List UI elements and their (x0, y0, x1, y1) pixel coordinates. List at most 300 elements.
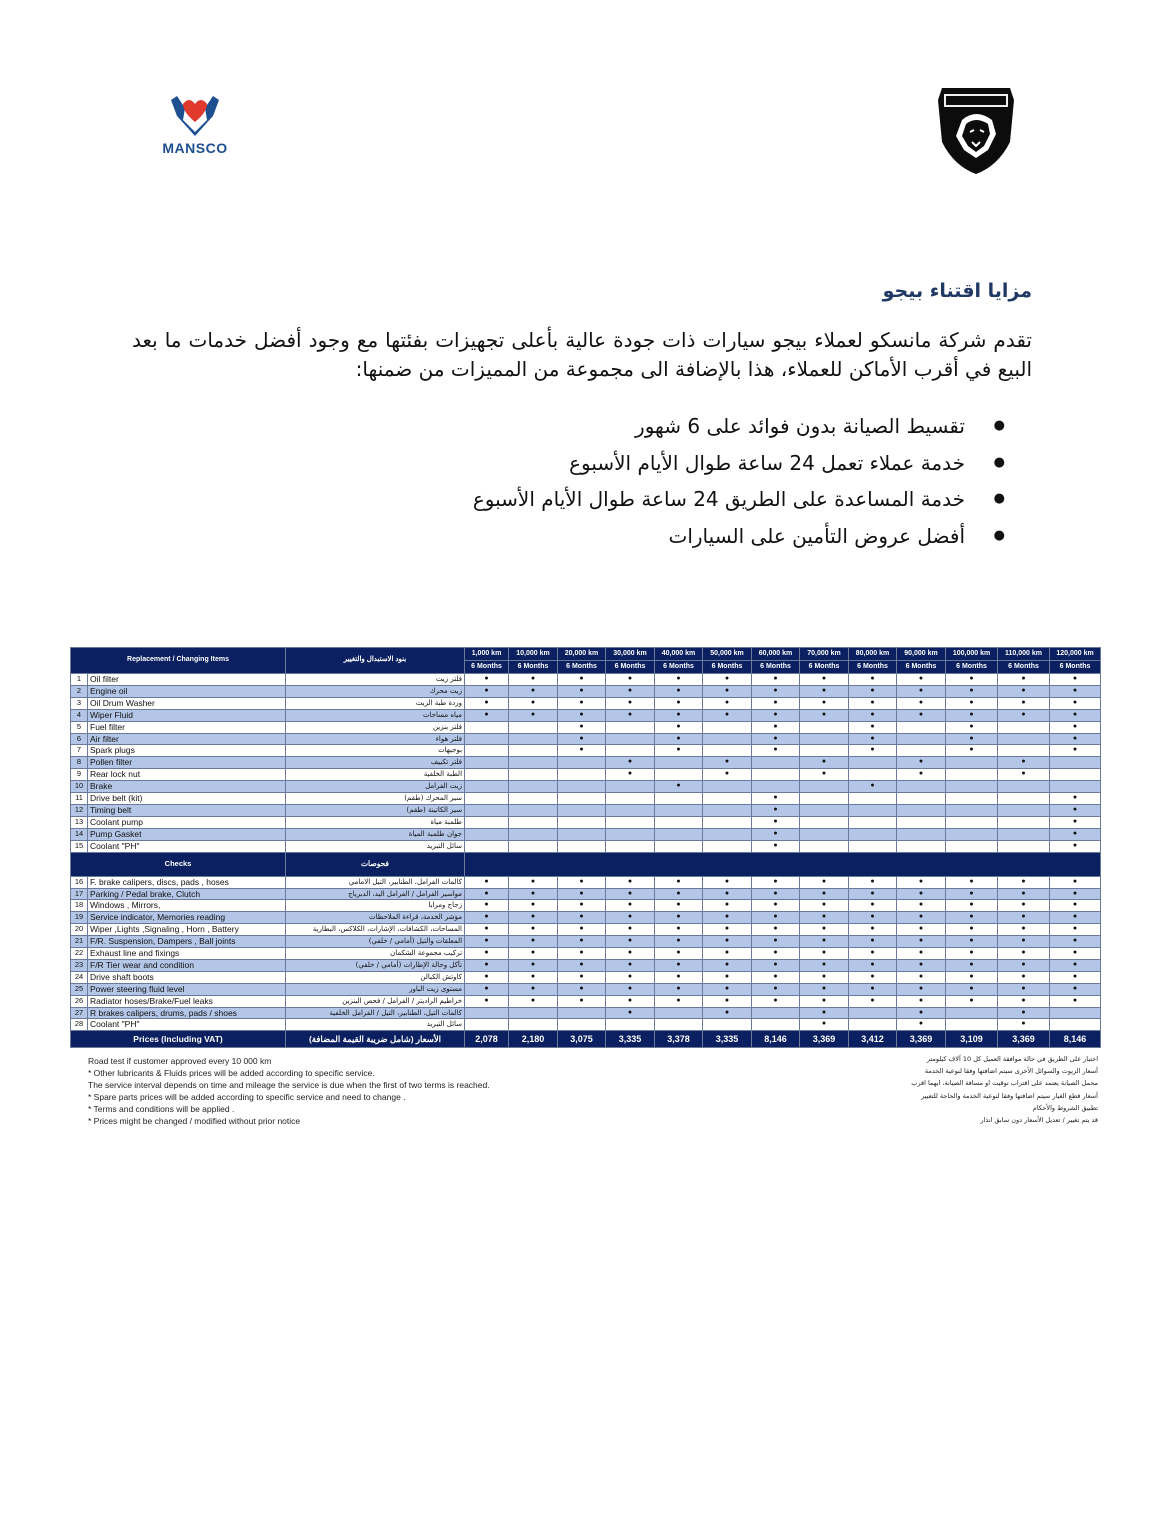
item-name-en: F/R Tier wear and condition (88, 959, 286, 971)
page-title: مزايا اقتناء بيجو (882, 280, 1032, 302)
service-mark-cell (558, 804, 606, 816)
service-mark-cell (849, 948, 897, 960)
service-dot-icon: ● (1072, 889, 1078, 897)
service-mark-cell (655, 936, 703, 948)
service-dot-icon: ● (627, 960, 633, 968)
service-mark-cell (558, 793, 606, 805)
service-mark-cell (558, 995, 606, 1007)
service-dot-icon: ● (530, 698, 536, 706)
interval-months-header: 6 Months (655, 661, 703, 674)
service-mark-cell (946, 959, 998, 971)
service-dot-icon: ● (627, 675, 633, 682)
service-mark-cell (946, 685, 998, 697)
service-dot-icon: ● (676, 746, 681, 754)
service-mark-cell (465, 828, 509, 840)
interval-km-header: 1,000 km (465, 648, 509, 661)
service-mark-cell (800, 1007, 849, 1019)
service-dot-icon: ● (1072, 686, 1078, 694)
service-dot-icon: ● (1072, 913, 1078, 921)
service-mark-cell (1050, 804, 1101, 816)
service-dot-icon: ● (579, 901, 584, 909)
service-mark-cell (558, 745, 606, 757)
service-mark-cell (800, 757, 849, 769)
service-dot-icon: ● (530, 960, 536, 968)
service-mark-cell (998, 697, 1050, 709)
service-dot-icon: ● (579, 960, 584, 968)
service-dot-icon: ● (627, 686, 633, 694)
service-dot-icon: ● (676, 949, 681, 957)
item-name-en: Parking / Pedal brake, Clutch (88, 888, 286, 900)
interval-months-header: 6 Months (998, 661, 1050, 674)
item-name-ar: فلتر هواء (286, 733, 465, 745)
benefit-item: ● خدمة عملاء تعمل 24 ساعة طوال الأيام الأسبوع (405, 445, 1005, 482)
prices-label-ar: الأسعار (شامل ضريبة القيمة المضافة) (286, 1031, 465, 1048)
service-mark-cell (606, 828, 655, 840)
service-mark-cell (465, 971, 509, 983)
footnote: * Terms and conditions will be applied . (88, 1104, 235, 1114)
service-mark-cell (897, 840, 946, 852)
service-mark-cell (998, 924, 1050, 936)
table-row (71, 733, 1101, 745)
price-cell: 3,412 (849, 1031, 897, 1048)
service-mark-cell (897, 959, 946, 971)
service-mark-cell (1050, 697, 1101, 709)
service-dot-icon: ● (969, 698, 974, 706)
service-dot-icon: ● (579, 937, 584, 945)
service-mark-cell (703, 769, 752, 781)
service-dot-icon: ● (1021, 758, 1026, 766)
interval-km-header: 110,000 km (998, 648, 1050, 661)
service-mark-cell (1050, 733, 1101, 745)
service-dot-icon: ● (530, 937, 536, 945)
service-mark-cell (946, 876, 998, 888)
intro-paragraph: تقدم شركة مانسكو لعملاء بيجو سيارات ذات جودة عالية بأعلى تجهيزات بفئتها مع وجود أفضل خدمات ما بعد البيع في أقرب الأماكن للعملاء، هذا بالإضافة الى مجموعة من المميزات من ضمنها: (132, 328, 1032, 381)
mansco-wordmark: MANSCO (162, 140, 228, 156)
service-mark-cell (703, 936, 752, 948)
service-mark-cell (509, 876, 558, 888)
service-mark-cell (752, 685, 800, 697)
service-dot-icon: ● (773, 841, 778, 849)
item-name-en: Rear lock nut (88, 769, 286, 781)
service-dot-icon: ● (579, 877, 584, 885)
item-name-ar: سير المحرك (طقم) (286, 793, 465, 805)
footnote: تطبيق الشروط والأحكام (1032, 1103, 1098, 1112)
service-mark-cell (752, 912, 800, 924)
service-mark-cell (606, 1019, 655, 1031)
service-dot-icon: ● (870, 960, 875, 968)
service-mark-cell (509, 924, 558, 936)
service-dot-icon: ● (773, 972, 778, 980)
item-name-ar: الطبة الخلفية (286, 769, 465, 781)
table-row (71, 804, 1101, 816)
service-mark-cell (703, 959, 752, 971)
item-name-ar: سير الكاتينة (طقم) (286, 804, 465, 816)
service-dot-icon: ● (676, 686, 681, 694)
service-mark-cell (465, 1007, 509, 1019)
item-name-ar: وردة طبة الزيت (286, 697, 465, 709)
service-mark-cell (752, 697, 800, 709)
service-dot-icon: ● (530, 996, 536, 1004)
service-dot-icon: ● (1072, 877, 1078, 885)
service-mark-cell (703, 721, 752, 733)
item-name-ar: مياه مساحات (286, 709, 465, 721)
service-dot-icon: ● (870, 889, 875, 897)
service-dot-icon: ● (484, 960, 489, 968)
service-dot-icon: ● (918, 960, 924, 968)
checks-header-en: Checks (71, 852, 286, 876)
service-mark-cell (558, 840, 606, 852)
service-mark-cell (558, 828, 606, 840)
service-mark-cell (606, 948, 655, 960)
benefits-list (405, 408, 1005, 554)
service-mark-cell (998, 971, 1050, 983)
interval-km-header: 80,000 km (849, 648, 897, 661)
service-mark-cell (703, 674, 752, 686)
service-dot-icon: ● (773, 937, 778, 945)
item-name-en: Drive shaft boots (88, 971, 286, 983)
service-dot-icon: ● (969, 949, 974, 957)
service-dot-icon: ● (1021, 996, 1026, 1004)
service-mark-cell (655, 1019, 703, 1031)
table-row (71, 900, 1101, 912)
service-mark-cell (465, 745, 509, 757)
table-row (71, 971, 1101, 983)
service-mark-cell (606, 924, 655, 936)
service-dot-icon: ● (676, 913, 681, 921)
table-row (71, 709, 1101, 721)
service-dot-icon: ● (918, 925, 924, 933)
service-mark-cell (849, 733, 897, 745)
service-mark-cell (1050, 888, 1101, 900)
item-name-en: Oil Drum Washer (88, 697, 286, 709)
item-name-en: Radiator hoses/Brake/Fuel leaks (88, 995, 286, 1007)
service-mark-cell (998, 793, 1050, 805)
service-mark-cell (703, 995, 752, 1007)
service-mark-cell (1050, 948, 1101, 960)
service-dot-icon: ● (918, 710, 924, 718)
service-mark-cell (849, 697, 897, 709)
service-mark-cell (998, 959, 1050, 971)
service-dot-icon: ● (484, 925, 489, 933)
service-mark-cell (998, 781, 1050, 793)
service-mark-cell (1050, 900, 1101, 912)
footnote: * Other lubricants & Fluids prices will be added according to specific service. (88, 1068, 375, 1078)
service-mark-cell (655, 769, 703, 781)
service-mark-cell (946, 912, 998, 924)
service-dot-icon: ● (676, 937, 681, 945)
service-dot-icon: ● (1072, 937, 1078, 945)
service-mark-cell (558, 674, 606, 686)
service-dot-icon: ● (530, 901, 536, 909)
service-dot-icon: ● (1072, 746, 1078, 754)
service-mark-cell (849, 971, 897, 983)
service-dot-icon: ● (870, 710, 875, 718)
service-dot-icon: ● (1021, 675, 1026, 682)
service-dot-icon: ● (724, 758, 730, 766)
service-mark-cell (1050, 1019, 1101, 1031)
service-dot-icon: ● (484, 686, 489, 694)
service-mark-cell (465, 983, 509, 995)
service-mark-cell (606, 709, 655, 721)
service-dot-icon: ● (484, 698, 489, 706)
interval-months-header: 6 Months (897, 661, 946, 674)
service-mark-cell (897, 816, 946, 828)
item-name-en: Oil filter (88, 674, 286, 686)
service-mark-cell (800, 721, 849, 733)
price-cell: 3,109 (946, 1031, 998, 1048)
service-mark-cell (558, 757, 606, 769)
service-mark-cell (558, 697, 606, 709)
service-mark-cell (655, 948, 703, 960)
service-mark-cell (998, 757, 1050, 769)
service-dot-icon: ● (627, 984, 633, 992)
service-dot-icon: ● (773, 996, 778, 1004)
service-mark-cell (897, 733, 946, 745)
row-number: 12 (71, 804, 88, 816)
row-number: 23 (71, 959, 88, 971)
service-dot-icon: ● (969, 960, 974, 968)
service-dot-icon: ● (821, 960, 827, 968)
service-dot-icon: ● (579, 734, 584, 742)
service-mark-cell (752, 828, 800, 840)
item-name-en: Fuel filter (88, 721, 286, 733)
service-dot-icon: ● (821, 698, 827, 706)
service-dot-icon: ● (870, 901, 875, 909)
footnotes-en (88, 1055, 608, 1127)
table-row (71, 1007, 1101, 1019)
service-dot-icon: ● (773, 734, 778, 742)
item-name-ar: زيت الفرامل (286, 781, 465, 793)
item-name-ar: فلتر زيت (286, 674, 465, 686)
service-dot-icon: ● (773, 746, 778, 754)
service-mark-cell (897, 769, 946, 781)
service-mark-cell (946, 828, 998, 840)
service-mark-cell (946, 709, 998, 721)
interval-km-header: 60,000 km (752, 648, 800, 661)
service-mark-cell (998, 995, 1050, 1007)
service-mark-cell (800, 697, 849, 709)
table-row (71, 697, 1101, 709)
service-mark-cell (998, 840, 1050, 852)
service-mark-cell (1050, 1007, 1101, 1019)
row-number: 14 (71, 828, 88, 840)
service-mark-cell (849, 781, 897, 793)
service-mark-cell (897, 828, 946, 840)
row-number: 5 (71, 721, 88, 733)
table-row (71, 840, 1101, 852)
service-mark-cell (1050, 674, 1101, 686)
item-name-ar: كالمات التيل، الطنابير، التيل / الفرامل الخلفية (286, 1007, 465, 1019)
service-dot-icon: ● (821, 1008, 827, 1016)
service-mark-cell (509, 840, 558, 852)
service-mark-cell (998, 900, 1050, 912)
service-dot-icon: ● (773, 984, 778, 992)
service-dot-icon: ● (821, 996, 827, 1004)
footnote: أسعار الزيوت والسوائل الأخرى سيتم اضافتها وفقا لنوعية الخدمة (924, 1067, 1098, 1076)
price-cell: 8,146 (752, 1031, 800, 1048)
service-dot-icon: ● (821, 710, 827, 718)
service-mark-cell (558, 900, 606, 912)
service-mark-cell (752, 816, 800, 828)
interval-km-header: 10,000 km (509, 648, 558, 661)
service-mark-cell (509, 816, 558, 828)
interval-km-header: 70,000 km (800, 648, 849, 661)
service-mark-cell (465, 804, 509, 816)
service-dot-icon: ● (627, 770, 633, 778)
price-cell: 3,369 (800, 1031, 849, 1048)
service-dot-icon: ● (969, 675, 974, 682)
service-mark-cell (946, 983, 998, 995)
service-mark-cell (897, 888, 946, 900)
service-mark-cell (655, 888, 703, 900)
interval-months-header: 6 Months (703, 661, 752, 674)
service-mark-cell (849, 983, 897, 995)
service-dot-icon: ● (773, 686, 778, 694)
table-row (71, 674, 1101, 686)
service-dot-icon: ● (1072, 925, 1078, 933)
service-dot-icon: ● (724, 877, 730, 885)
price-cell: 2,078 (465, 1031, 509, 1048)
service-mark-cell (509, 685, 558, 697)
service-dot-icon: ● (773, 949, 778, 957)
service-mark-cell (800, 983, 849, 995)
service-mark-cell (897, 745, 946, 757)
service-dot-icon: ● (870, 686, 875, 694)
service-dot-icon: ● (724, 901, 730, 909)
service-mark-cell (946, 840, 998, 852)
service-dot-icon: ● (969, 972, 974, 980)
service-dot-icon: ● (969, 889, 974, 897)
service-mark-cell (606, 781, 655, 793)
row-number: 10 (71, 781, 88, 793)
service-dot-icon: ● (918, 758, 924, 766)
service-mark-cell (558, 816, 606, 828)
service-dot-icon: ● (676, 972, 681, 980)
table-row (71, 793, 1101, 805)
table-row (71, 828, 1101, 840)
item-name-en: R brakes calipers, drums, pads / shoes (88, 1007, 286, 1019)
service-mark-cell (655, 971, 703, 983)
service-mark-cell (558, 971, 606, 983)
service-mark-cell (752, 709, 800, 721)
item-name-en: Engine oil (88, 685, 286, 697)
service-dot-icon: ● (627, 758, 633, 766)
service-mark-cell (897, 709, 946, 721)
service-dot-icon: ● (724, 1008, 730, 1016)
service-dot-icon: ● (530, 877, 536, 885)
item-name-ar: فلتر بنزين (286, 721, 465, 733)
footnote: أسعار قطع الغيار سيتم اضافتها وفقا لنوعية الخدمة والحاجة للتغيير (921, 1091, 1098, 1100)
service-dot-icon: ● (918, 1020, 924, 1028)
service-mark-cell (800, 888, 849, 900)
service-mark-cell (897, 995, 946, 1007)
service-mark-cell (655, 828, 703, 840)
service-mark-cell (465, 733, 509, 745)
service-mark-cell (1050, 721, 1101, 733)
service-dot-icon: ● (1021, 984, 1026, 992)
table-row (71, 769, 1101, 781)
service-mark-cell (849, 912, 897, 924)
service-mark-cell (465, 793, 509, 805)
service-mark-cell (509, 900, 558, 912)
service-mark-cell (655, 685, 703, 697)
service-dot-icon: ● (773, 901, 778, 909)
service-mark-cell (897, 936, 946, 948)
service-mark-cell (558, 888, 606, 900)
service-dot-icon: ● (773, 817, 778, 825)
service-dot-icon: ● (484, 675, 489, 682)
service-mark-cell (465, 900, 509, 912)
service-mark-cell (897, 876, 946, 888)
service-mark-cell (946, 971, 998, 983)
service-dot-icon: ● (1072, 805, 1078, 813)
service-mark-cell (800, 793, 849, 805)
row-number: 18 (71, 900, 88, 912)
service-mark-cell (946, 745, 998, 757)
price-cell: 3,378 (655, 1031, 703, 1048)
service-mark-cell (800, 781, 849, 793)
service-dot-icon: ● (579, 949, 584, 957)
service-mark-cell (655, 900, 703, 912)
item-name-ar: المساحات، الكشافات، الإشارات، الكلاكس، البطارية (286, 924, 465, 936)
row-number: 9 (71, 769, 88, 781)
interval-km-header: 40,000 km (655, 648, 703, 661)
service-mark-cell (752, 721, 800, 733)
service-mark-cell (465, 697, 509, 709)
service-dot-icon: ● (918, 913, 924, 921)
service-dot-icon: ● (676, 960, 681, 968)
service-mark-cell (897, 1019, 946, 1031)
service-mark-cell (1050, 685, 1101, 697)
service-dot-icon: ● (870, 877, 875, 885)
service-mark-cell (946, 888, 998, 900)
service-mark-cell (509, 745, 558, 757)
service-dot-icon: ● (773, 805, 778, 813)
item-name-ar: سائل التبريد (286, 840, 465, 852)
service-mark-cell (606, 769, 655, 781)
service-dot-icon: ● (918, 949, 924, 957)
service-mark-cell (752, 995, 800, 1007)
service-dot-icon: ● (484, 996, 489, 1004)
service-dot-icon: ● (918, 937, 924, 945)
service-mark-cell (800, 733, 849, 745)
service-mark-cell (606, 697, 655, 709)
service-mark-cell (558, 959, 606, 971)
service-mark-cell (655, 995, 703, 1007)
service-dot-icon: ● (918, 972, 924, 980)
service-dot-icon: ● (484, 949, 489, 957)
service-mark-cell (558, 685, 606, 697)
service-mark-cell (946, 1007, 998, 1019)
interval-km-header: 50,000 km (703, 648, 752, 661)
service-mark-cell (946, 936, 998, 948)
row-number: 4 (71, 709, 88, 721)
service-dot-icon: ● (1021, 710, 1026, 718)
item-name-en: Brake (88, 781, 286, 793)
service-mark-cell (606, 995, 655, 1007)
item-name-ar: سائل التبريد (286, 1019, 465, 1031)
service-mark-cell (998, 983, 1050, 995)
service-mark-cell (752, 733, 800, 745)
item-name-ar: مؤشر الخدمة، قراءة الملاحظات (286, 912, 465, 924)
service-dot-icon: ● (724, 937, 730, 945)
checks-header-ar: فحوصات (286, 852, 465, 876)
service-mark-cell (897, 697, 946, 709)
service-mark-cell (800, 971, 849, 983)
service-dot-icon: ● (1021, 913, 1026, 921)
service-mark-cell (509, 948, 558, 960)
service-mark-cell (800, 995, 849, 1007)
